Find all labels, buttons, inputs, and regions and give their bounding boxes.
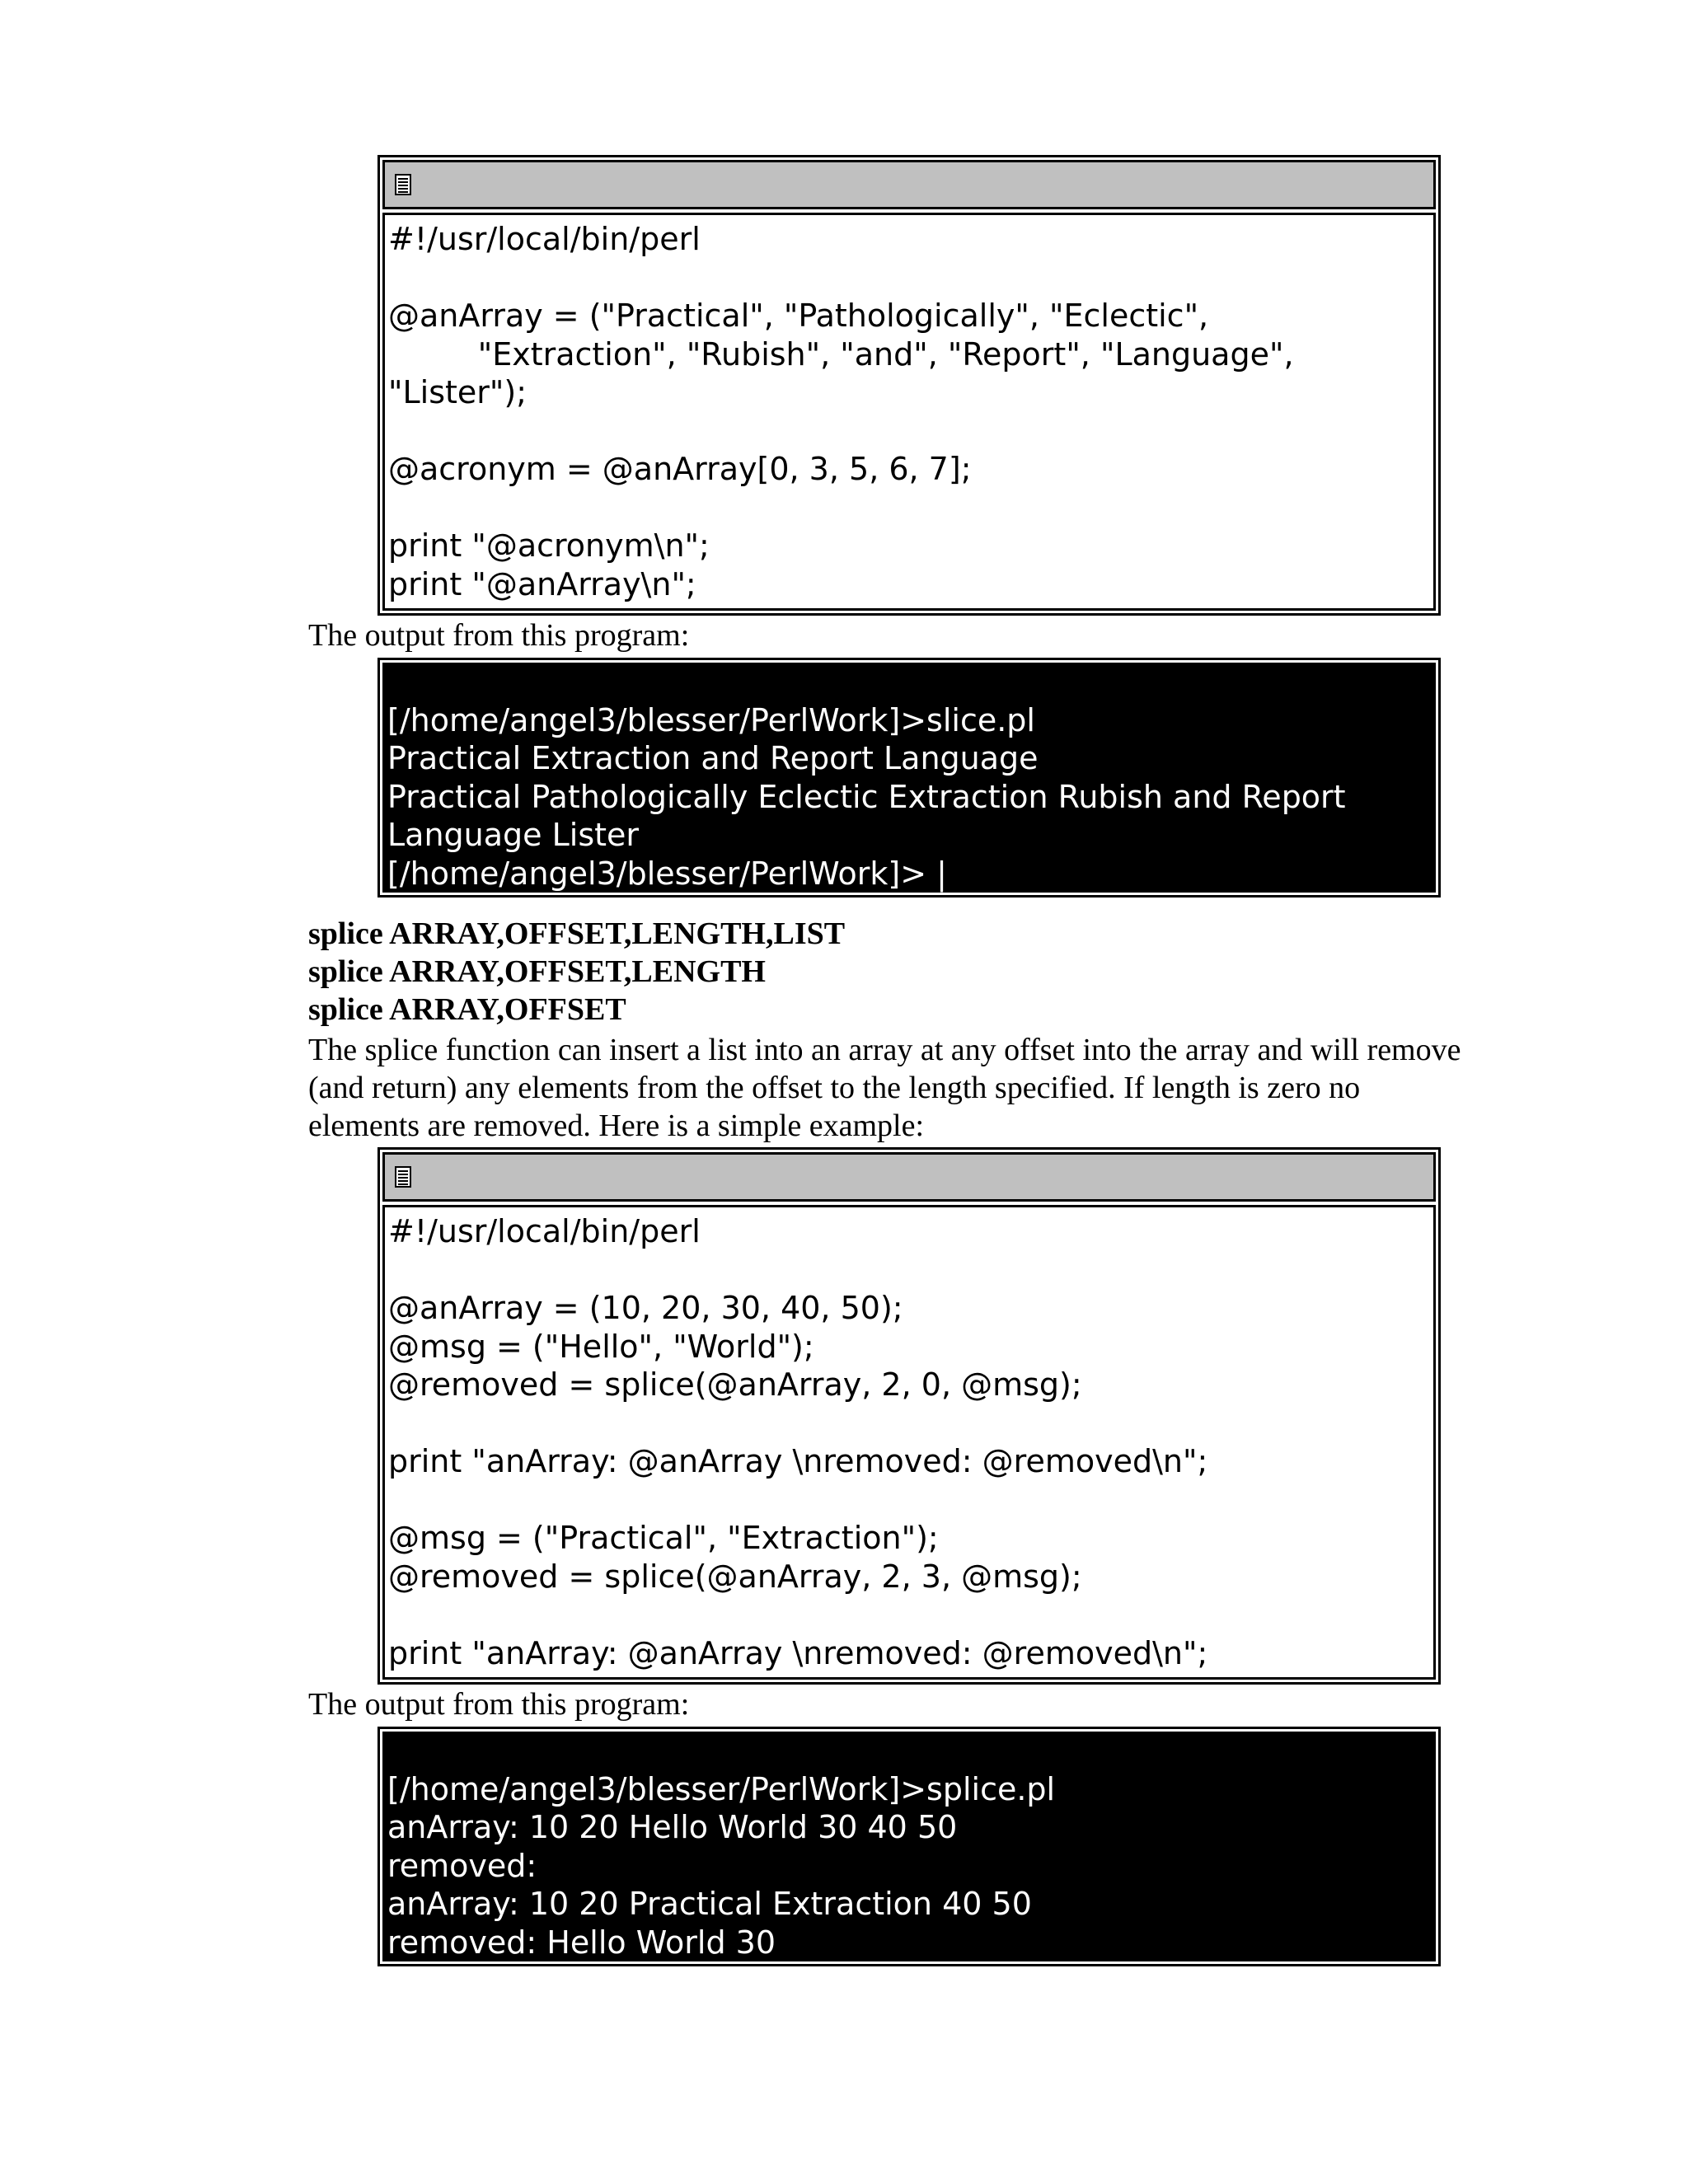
terminal-output-body: [382, 663, 1436, 893]
code-line: [388, 489, 1428, 527]
code-line: [388, 1251, 1428, 1290]
code-line: print "@acronym\n";: [388, 527, 710, 564]
code-listing-body: [382, 213, 1436, 611]
code-line: #!/usr/local/bin/perl: [388, 1213, 701, 1249]
splice-signature: splice ARRAY,OFFSET: [308, 992, 626, 1027]
code-listing-header: [382, 1152, 1436, 1202]
terminal-output-slice: [377, 658, 1441, 898]
code-line: "Extraction", "Rubish", "and", "Report", "Language",: [388, 335, 1294, 373]
code-line: [388, 1404, 1428, 1443]
code-listing-splice: [377, 1147, 1441, 1685]
code-line: #!/usr/local/bin/perl: [388, 221, 701, 257]
output-line: anArray: 10 20 Practical Extraction 40 50: [387, 1886, 1032, 1922]
terminal-output-body: [382, 1732, 1436, 1961]
code-line: @anArray = (10, 20, 30, 40, 50);: [388, 1290, 903, 1326]
output-line: removed: Hello World 30: [387, 1924, 776, 1961]
code-line: @anArray = ("Practical", "Pathologically", "Eclectic",: [388, 298, 1209, 334]
output-line: removed:: [387, 1847, 537, 1884]
output-label: The output from this program:: [308, 618, 690, 653]
description-line: (and return) any elements from the offset to the length specified. If length is zero no: [308, 1071, 1361, 1105]
code-listing-body: [382, 1205, 1436, 1680]
document-icon: [395, 1166, 411, 1188]
output-line: [387, 663, 1431, 701]
code-listing-slice: [377, 155, 1441, 616]
code-line: [388, 1596, 1428, 1634]
code-line: [388, 412, 1428, 451]
document-icon: [395, 174, 411, 195]
output-line: [387, 1732, 1431, 1770]
output-line: anArray: 10 20 Hello World 30 40 50: [387, 1809, 958, 1845]
output-line: Practical Extraction and Report Language: [387, 740, 1039, 776]
code-line: "Lister");: [388, 374, 528, 410]
code-line: [388, 1481, 1428, 1520]
splice-signature: splice ARRAY,OFFSET,LENGTH,LIST: [308, 916, 846, 951]
code-line: print "anArray: @anArray \nremoved: @removed\n";: [388, 1634, 1208, 1671]
description-line: elements are removed. Here is a simple example:: [308, 1108, 925, 1143]
output-line: [/home/angel3/blesser/PerlWork]> |: [387, 855, 947, 892]
code-line: [388, 259, 1428, 298]
output-line: [/home/angel3/blesser/PerlWork]>splice.pl: [387, 1770, 1056, 1807]
splice-signature: splice ARRAY,OFFSET,LENGTH: [308, 954, 766, 989]
output-line: Language Lister: [387, 817, 640, 853]
description-line: The splice function can insert a list into an array at any offset into the array and will remove: [308, 1033, 1461, 1067]
code-line: @msg = ("Hello", "World");: [388, 1328, 814, 1365]
code-line: @removed = splice(@anArray, 2, 3, @msg);: [388, 1558, 1082, 1595]
output-label: The output from this program:: [308, 1687, 690, 1722]
code-line: print "@anArray\n";: [388, 565, 696, 602]
code-listing-header: [382, 160, 1436, 209]
output-line: Practical Pathologically Eclectic Extraction Rubish and Report: [387, 778, 1346, 815]
code-line: @removed = splice(@anArray, 2, 0, @msg);: [388, 1366, 1082, 1403]
code-line: @msg = ("Practical", "Extraction");: [388, 1520, 939, 1556]
output-line: [/home/angel3/blesser/PerlWork]>slice.pl: [387, 701, 1035, 738]
code-line: @acronym = @anArray[0, 3, 5, 6, 7];: [388, 451, 972, 487]
terminal-output-splice: [377, 1727, 1441, 1966]
code-line: print "anArray: @anArray \nremoved: @removed\n";: [388, 1443, 1208, 1479]
